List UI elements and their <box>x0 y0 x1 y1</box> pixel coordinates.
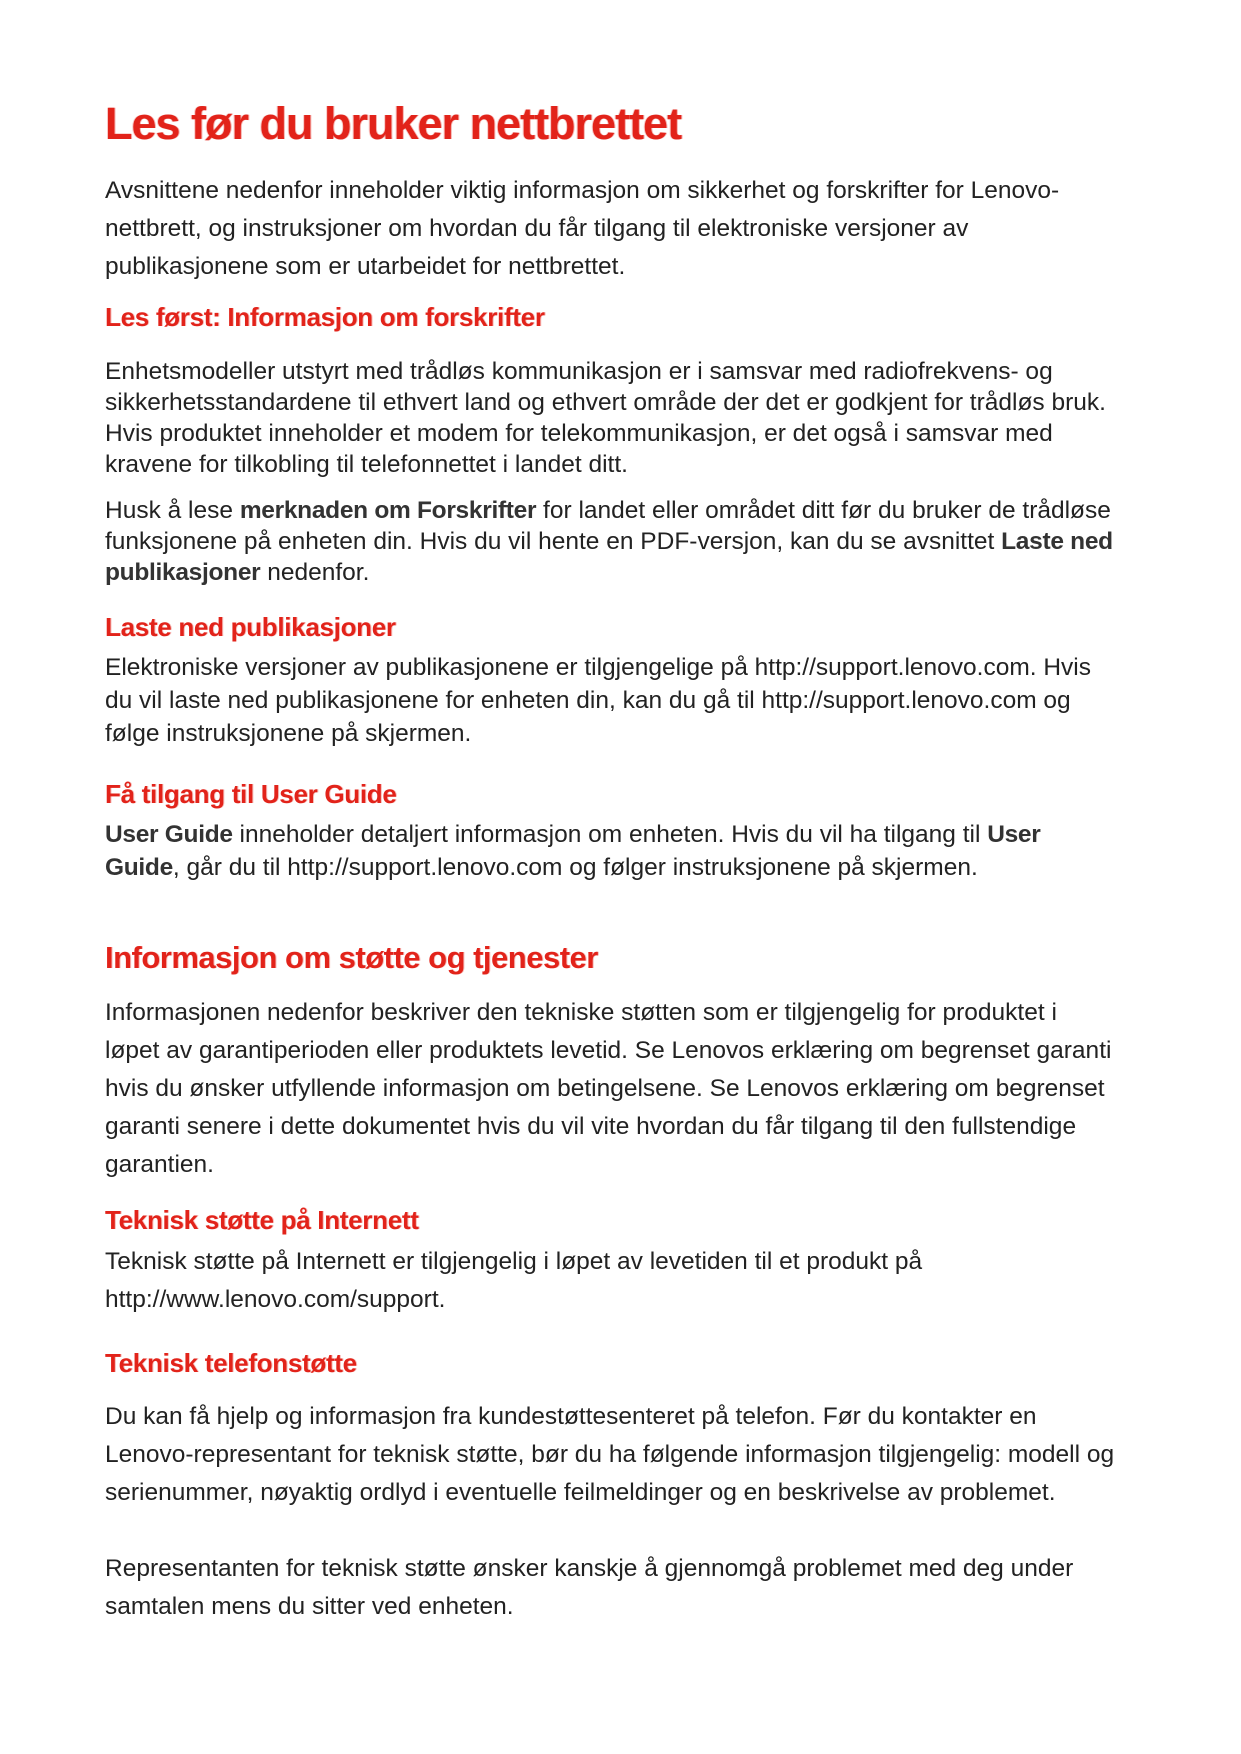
support-paragraph: Informasjonen nedenfor beskriver den tekniske støtten som er tilgjengelig for produktet i løpet av garantiperioden eller produktets levetid. Se Lenovos erklæring om begrenset garanti hvis du ønsker utfyllende informasjon om betingelsene. Se Lenovos erklæring om begrenset garanti senere i dette dokumentet hvis du vil vite hvordan du får tilgang til den fullstendige garantien. <box>105 999 1112 1178</box>
userguide-heading: Få tilgang til User Guide <box>105 779 397 809</box>
page-title: Les før du bruker nettbrettet <box>105 98 682 149</box>
phone-support-paragraph-2: Representanten for teknisk støtte ønsker kanskje å gjennomgå problemet med deg under samtalen mens du sitter ved enheten. <box>105 1555 1074 1620</box>
regulatory-notice-link[interactable]: merknaden om Forskrifter <box>239 497 537 524</box>
regulatory-paragraph-1: Enhetsmodeller utstyrt med trådløs kommunikasjon er i samsvar med radiofrekvens- og sikkerhetsstandardene til ethvert land og ethvert område der det er godkjent for trådløs bruk. Hvis produktet inneholder et modem for telekommunikasjon, er det også i samsvar med kravene for tilkobling til telefonnettet i landet ditt. <box>105 358 1106 478</box>
internet-support-paragraph: Teknisk støtte på Internett er tilgjengelig i løpet av levetiden til et produkt på http://www.lenovo.com/support. <box>105 1248 923 1313</box>
userguide-bold-2: User Guide <box>105 821 1041 881</box>
userguide-paragraph <box>105 818 1115 884</box>
regulatory-heading: Les først: Informasjon om forskrifter <box>105 302 545 332</box>
regulatory-p2-middle: for landet eller området ditt før du bruker de trådløse funksjonene på enheten din. Hvis du vil hente en PDF-versjon, kan du se avsnittet <box>105 497 1111 555</box>
regulatory-p2-after: nedenfor. <box>260 559 370 586</box>
userguide-bold-1: User Guide <box>105 821 233 848</box>
userguide-middle: inneholder detaljert informasjon om enheten. Hvis du vil ha tilgang til <box>232 821 988 848</box>
download-paragraph: Elektroniske versjoner av publikasjonene er tilgjengelige på http://support.lenovo.com. Hvis du vil laste ned publikasjonene for enheten din, kan du gå til http://support.lenovo.com og følge instruksjonene på skjermen. <box>105 654 1091 747</box>
download-publications-link[interactable]: Laste ned publikasjoner <box>105 528 1113 586</box>
phone-support-heading: Teknisk telefonstøtte <box>105 1348 357 1378</box>
userguide-after: , går du til http://support.lenovo.com og følger instruksjonene på skjermen. <box>172 854 978 881</box>
intro-paragraph: Avsnittene nedenfor inneholder viktig informasjon om sikkerhet og forskrifter for Lenovo-nettbrett, og instruksjoner om hvordan du får tilgang til elektroniske versjoner av publikasjonene som er utarbeidet for nettbrettet. <box>105 177 1060 280</box>
regulatory-paragraph-2 <box>105 495 1115 588</box>
regulatory-p2-before: Husk å lese <box>105 497 240 524</box>
internet-support-heading: Teknisk støtte på Internett <box>105 1205 419 1235</box>
download-heading: Laste ned publikasjoner <box>105 612 396 642</box>
support-heading: Informasjon om støtte og tjenester <box>105 940 598 975</box>
phone-support-paragraph-1: Du kan få hjelp og informasjon fra kundestøttesenteret på telefon. Før du kontakter en Lenovo-representant for teknisk støtte, bør du ha følgende informasjon tilgjengelig: modell og serienummer, nøyaktig ordlyd i eventuelle feilmeldinger og en beskrivelse av problemet. <box>105 1403 1115 1506</box>
